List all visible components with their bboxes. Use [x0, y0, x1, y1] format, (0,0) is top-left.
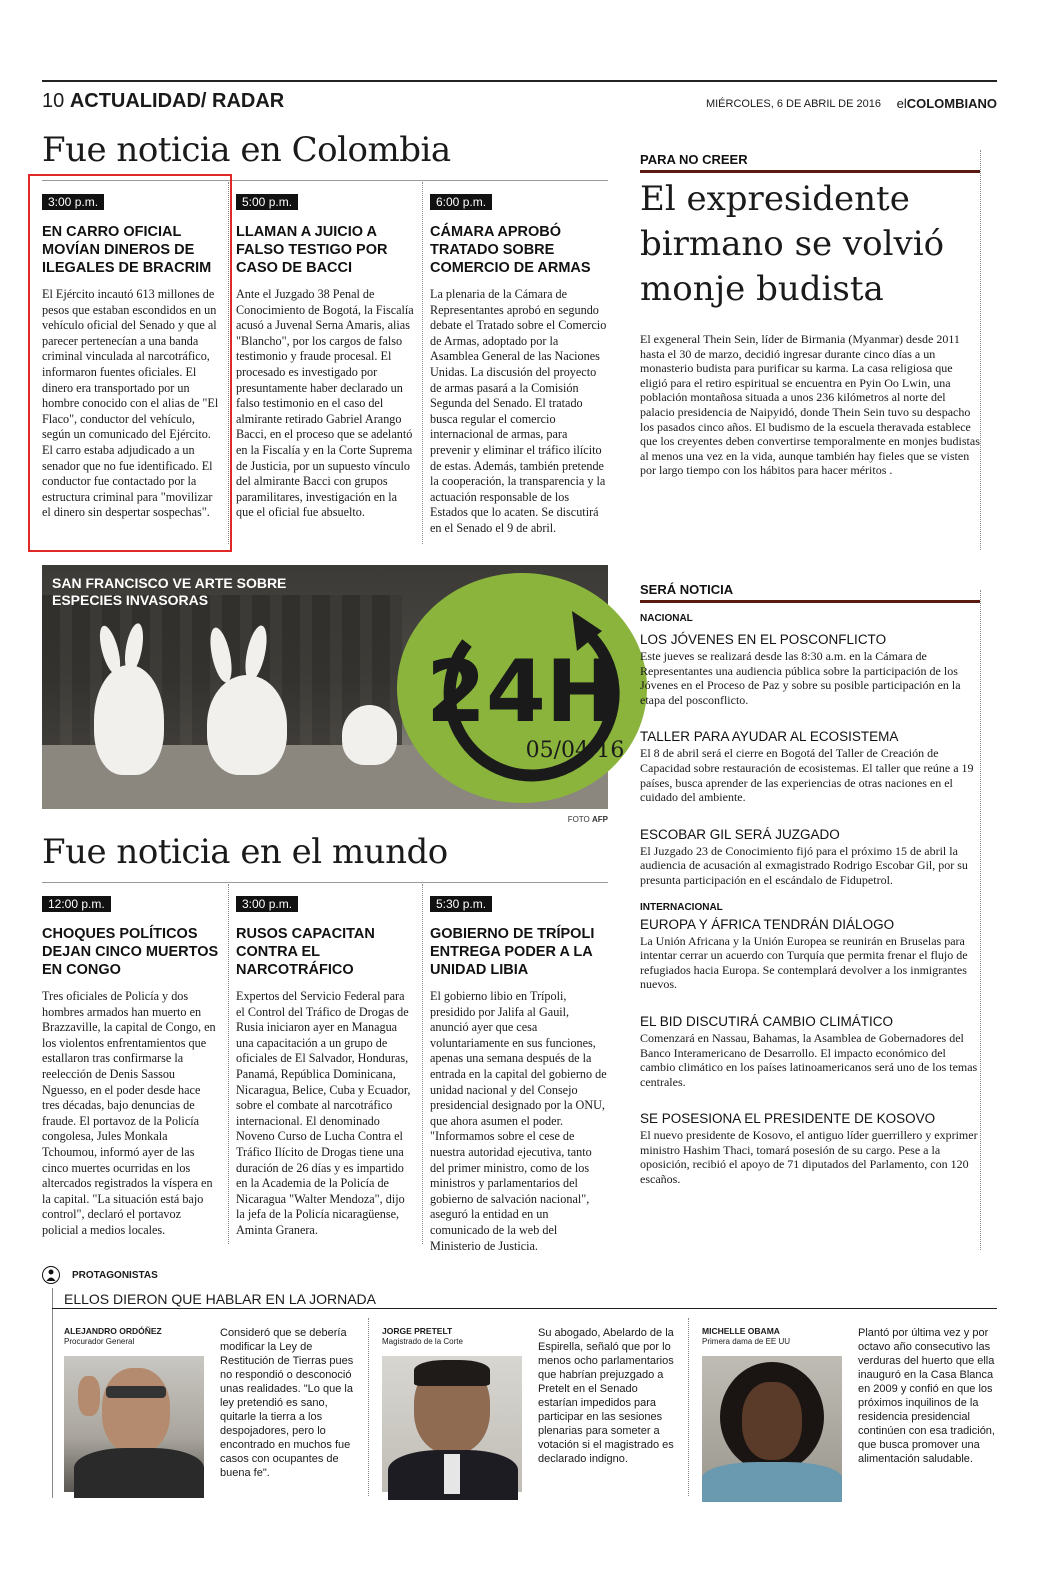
- credit-agency: AFP: [592, 815, 608, 824]
- article-headline: RUSOS CAPACITAN CONTRA EL NARCOTRÁFICO: [236, 926, 375, 978]
- badge-24h-text: 24H: [426, 642, 618, 742]
- colombia-article-3: [430, 193, 608, 537]
- news-title: SE POSESIONA EL PRESIDENTE DE KOSOVO: [640, 1111, 936, 1127]
- portrait-ordonez: [64, 1356, 204, 1492]
- news-body: El Juzgado 23 de Conocimiento fijó para el próximo 15 de abril la audiencia de acusación al exmagistrado Rodrigo Escobar Gil, por su presunta participación en el escándalo de Fidupetrol.: [640, 843, 968, 887]
- person-quote: Consideró que se debería modificar la Ley de Restitución de Tierras pues no respondió o desconoció unas realidades. "Lo que la ley pretendió es sano, quitarle la tierra a los despojadores, pero lo encontrado en muchos fue casos con ocupantes de buena fe".: [220, 1327, 354, 1479]
- rabbit-sculpture: [207, 675, 287, 775]
- time-badge: 3:00 p.m.: [42, 194, 104, 210]
- news-body: Este jueves se realizará desde las 8:30 a.m. en la Cámara de Representantes una audiencia pública sobre la participación de los Jóvenes en el Proceso de Paz y sobre su posible participación en la etapa del posconflicto.: [640, 649, 961, 707]
- person-role: Procurador General: [64, 1337, 135, 1346]
- column-divider: [228, 884, 229, 1244]
- article-body: Ante el Juzgado 38 Penal de Conocimiento de Bogotá, la Fiscalía acusó a Juvenal Serna Amaris, alias "Blancho", por los cargos de falso testimonio y fraude procesal. El procesado es investigado por presuntamente haber declarado un falso testimonio en el caso del almirante retirado Gabriel Arango Bacci, en el proceso que se adelantó en la Fiscalía y en la Corte Suprema de Justicia, por un supuesto vínculo del almirante Bacci con grupos paramilitares, investigación en la que el oficial fue absuelto.: [236, 287, 414, 520]
- colombia-article-1: [42, 193, 220, 521]
- person-name: JORGE PRETELT: [382, 1326, 453, 1336]
- kicker-rule: [640, 600, 980, 603]
- section-kicker: PARA NO CREER: [640, 152, 748, 167]
- mundo-article-2: [236, 895, 414, 1239]
- column-divider: [368, 1318, 369, 1496]
- column-divider: [688, 1318, 689, 1496]
- article-headline: CHOQUES POLÍTICOS DEJAN CINCO MUERTOS EN CONGO: [42, 926, 219, 978]
- feature-body: El exgeneral Thein Sein, líder de Birmania (Myanmar) desde 2011 hasta el 30 de marzo, decidió ingresar durante cinco días a un monasterio budista para purificar su karma. La casa religiosa que eligió para el retiro espiritual se encuentra en Pyin Oo Lwin, una población montañosa situada a unos 236 kilómetros al norte del palacio presidencia de Naipyidó, donde Thein Sein tuvo su despacho los pasados cinco años. El budismo de la escuela theravada establece que los creyentes deben convertirse temporalmente en monjes budistas al menos una vez en la vida, aunque también hay fieles que se visten por largo tiempo con los hábitos para hacer méritos .: [640, 332, 980, 478]
- person-role: Magistrado de la Corte: [382, 1337, 463, 1346]
- person-icon-graphic: [42, 1266, 60, 1284]
- rabbit-sculpture: [342, 705, 397, 765]
- person-role: Primera dama de EE UU: [702, 1337, 791, 1346]
- subsection-name: RADAR: [212, 90, 285, 112]
- mundo-title: Fue noticia en el mundo: [42, 832, 448, 872]
- news-body: El nuevo presidente de Kosovo, el antiguo líder guerrillero y exprimer ministro Hashim Thaci, tomará posesión de su cargo. Pese a la oposición, recibió el apoyo de 71 diputados del Parlamento, con 120 escaños.: [640, 1128, 978, 1187]
- badge-24h: [397, 573, 647, 803]
- internacional-label: INTERNACIONAL: [640, 901, 723, 913]
- news-title: EL BID DISCUTIRÁ CAMBIO CLIMÁTICO: [640, 1013, 894, 1029]
- prot-left-rule: [52, 1288, 53, 1498]
- news-title: ESCOBAR GIL SERÁ JUZGADO: [640, 826, 840, 842]
- right-divider: [980, 150, 981, 550]
- time-badge: 12:00 p.m.: [42, 896, 111, 912]
- news-title: LOS JÓVENES EN EL POSCONFLICTO: [640, 632, 887, 647]
- photo-caption: SAN FRANCISCO VE ARTE SOBRE ESPECIES INVASORAS: [52, 575, 287, 608]
- mundo-article-1: [42, 895, 220, 1239]
- nacional-label: NACIONAL: [640, 613, 693, 624]
- colombia-article-2: [236, 193, 414, 521]
- section-header: [42, 90, 284, 113]
- person-name: ALEJANDRO ORDÓÑEZ: [64, 1326, 162, 1336]
- article-body: Tres oficiales de Policía y dos hombres armados han muerto en Brazzaville, la capital de Congo, en los violentos enfrentamientos que estallaron tras confirmarse la reelección de Denis Sassou Nguesso, en el poder desde hace tres décadas, bajo denuncias de fraude. El portavoz de la Policía congolesa, Jules Monkala Tchoumou, informó ayer de las cinco muertes ocurridas en los altercados registrados la víspera en la capital. "La situación está bajo control", declaró el portavoz policial a medios locales.: [42, 989, 216, 1237]
- badge-date: 05/04/16: [525, 738, 625, 763]
- portrait-obama: [702, 1356, 842, 1492]
- article-body: La plenaria de la Cámara de Representantes aprobó en segundo debate el Tratado sobre el Comercio de Armas, adoptado por la Asamblea General de las Naciones Unidas. La discusión del proyecto de armas pasará a la Comisión Segunda del Senado. El tratado busca regular el comercio internacional de armas, para prevenir y eliminar el tráfico ilícito de estas. Además, también pretende la cooperación, la transparencia y la actuación responsable de los Estados que lo acaten. Se discutirá en el Senado el 9 de abril.: [430, 287, 607, 535]
- logo-main: COLOMBIANO: [906, 96, 997, 111]
- person-quote: Plantó por última vez y por octavo año consecutivo las verduras del huerto que ella inauguró en la Casa Blanca en 2009 y confió en que los próximos inquilinos de la residencia presidencial continúen con esa tradición, que busca promover una alimentación saludable.: [858, 1327, 995, 1465]
- article-headline: EN CARRO OFICIAL MOVÍAN DINEROS DE ILEGALES DE BRACRIM: [42, 224, 212, 276]
- time-badge: 5:00 p.m.: [236, 194, 298, 210]
- article-headline: CÁMARA APROBÓ TRATADO SOBRE COMERCIO DE ARMAS: [430, 224, 591, 276]
- article-headline: LLAMAN A JUICIO A FALSO TESTIGO POR CASO DE BACCI: [236, 224, 388, 276]
- protagonistas-rule: [52, 1308, 997, 1309]
- newspaper-logo: [897, 96, 997, 111]
- news-body: Comenzará en Nassau, Bahamas, la Asamblea de Gobernadores del Banco Interamericano de Desarrollo. El impacto económico del cambio climático en los países latinoamericanos será uno de los temas centrales.: [640, 1030, 978, 1089]
- news-body: La Unión Africana y la Unión Europea se reunirán en Bruselas para intentar cerrar un acuerdo con Turquía que permita frenar el flujo de refugiados hacia Europa. Se contemplará devolver a los inmigrantes nuevos.: [640, 933, 968, 992]
- protagonistas-label: PROTAGONISTAS: [72, 1270, 158, 1281]
- news-body: El 8 de abril será el cierre en Bogotá del Taller de Creación de Capacidad sobre restauración de ecosistemas. El taller que reúne a 19 países, busca aprender de las experiencias de otras naciones en el cuidado del ambiente.: [640, 746, 974, 805]
- issue-date: MIÉRCOLES, 6 DE ABRIL DE 2016: [705, 98, 881, 110]
- article-body: Expertos del Servicio Federal para el Control del Tráfico de Drogas de Rusia iniciaron ayer en Managua una capacitación a un grupo de oficiales de El Salvador, Honduras, Panamá, República Dominicana, Nicaragua, Belice, Cuba y Ecuador, sobre el combate al narcotráfico internacional. El denominado Noveno Curso de Lucha Contra el Tráfico Ilícito de Drogas tiene una duración de 26 días y es impartido en la Academia de la Policía de Nicaragua "Walter Mendoza", dijo la jefa de la Policía nicaragüense, Aminta Granera.: [236, 989, 411, 1237]
- photo-24h: [42, 565, 625, 809]
- person-name: MICHELLE OBAMA: [702, 1326, 780, 1336]
- section-name: ACTUALIDAD/: [69, 90, 207, 112]
- credit-prefix: FOTO: [567, 815, 590, 824]
- person-icon: [42, 1266, 60, 1284]
- article-body: El Ejército incautó 613 millones de pesos que estaban escondidos en un vehículo oficial del Senado y que al parecer pertenecían a una banda criminal vinculada al narcotráfico, informaron fuentes oficiales. El dinero era transportado por un hombre conocido con el alias de "El Flaco", conductor del vehículo, según un comunicado del Ejército. El carro estaba adjudicado a un senador que no fue identificado. El conductor fue contactado por la estructura criminal para "movilizar el dinero sin despertar sospechas".: [42, 287, 219, 520]
- colombia-title: Fue noticia en Colombia: [42, 130, 451, 170]
- article-body: El gobierno libio en Trípoli, presidido por Jalifa al Gauil, anunció ayer que cesa voluntariamente en sus funciones, apenas una semana después de la entrada en la capital del gobierno de unidad nacional y del Consejo presidencial designado por la ONU, que ahora asumen el poder. "Informamos sobre el cese de nuestra autoridad ejecutiva, tanto del primer ministro, como de los ministros y parlamentarios del gobierno de salvación nacional", aseguró la entidad en un comunicado de la web del Ministerio de Justicia.: [430, 989, 607, 1253]
- mundo-article-3: [430, 895, 608, 1254]
- feature-headline: El expresidente birmano se volvió monje budista: [640, 179, 945, 309]
- sera-noticia: [640, 582, 980, 1187]
- logo-prefix: el: [896, 96, 907, 111]
- rabbit-sculpture: [94, 665, 164, 775]
- mundo-rule: [42, 882, 608, 883]
- news-title: EUROPA Y ÁFRICA TENDRÁN DIÁLOGO: [640, 916, 895, 932]
- column-divider: [422, 884, 423, 1244]
- portrait-pretelt: [382, 1356, 522, 1492]
- right-divider: [980, 590, 981, 1250]
- top-rule: [42, 80, 997, 82]
- protagonistas-title: ELLOS DIERON QUE HABLAR EN LA JORNADA: [64, 1291, 376, 1307]
- photo-credit: [568, 815, 608, 824]
- article-headline: GOBIERNO DE TRÍPOLI ENTREGA PODER A LA UNIDAD LIBIA: [430, 926, 595, 978]
- person-quote: Su abogado, Abelardo de la Espirella, señaló que por lo menos ocho parlamentarios que habrían prejuzgado a Pretelt en el Senado estarían impedidos para participar en las sesiones plenarias para someter a votación si el magistrado es declarado indigno.: [538, 1327, 674, 1465]
- time-badge: 6:00 p.m.: [430, 194, 492, 210]
- kicker-rule: [640, 170, 980, 173]
- news-title: TALLER PARA AYUDAR AL ECOSISTEMA: [640, 729, 899, 745]
- page-number: 10: [42, 90, 65, 112]
- column-divider: [422, 182, 423, 544]
- time-badge: 5:30 p.m.: [430, 896, 492, 912]
- para-no-creer: [640, 152, 980, 478]
- section-kicker: SERÁ NOTICIA: [640, 582, 734, 597]
- badge-24h-graphic: [397, 573, 647, 803]
- time-badge: 3:00 p.m.: [236, 896, 298, 912]
